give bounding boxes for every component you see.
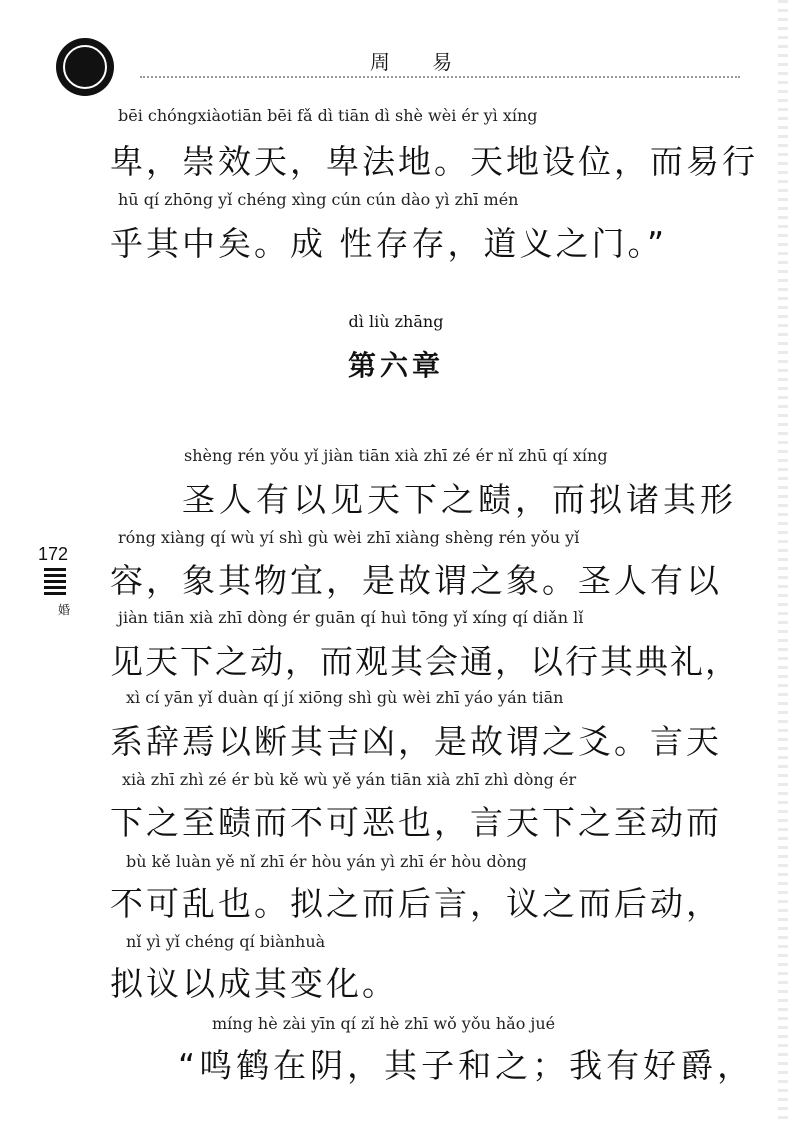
- pinyin-line: hū qí zhōng yǐ chéng xìng cún cún dào yì zhī mén: [118, 190, 519, 209]
- text-line: 圣人有以见天下之赜，而拟诸其形: [182, 480, 737, 519]
- hexagram-icon: [44, 568, 66, 598]
- text-line: 不可乱也。拟之而后言，议之而后动，: [110, 884, 722, 923]
- pinyin-line: bēi chóngxiàotiān bēi fǎ dì tiān dì shè wèi ér yì xíng: [118, 106, 538, 125]
- text-line: 下之至赜而不可恶也，言天下之至动而: [110, 803, 722, 842]
- text-line: “鸣鹤在阴，其子和之；我有好爵，: [178, 1046, 755, 1085]
- page-number: 172: [38, 544, 69, 564]
- chapter-title: 第六章: [347, 349, 444, 382]
- pinyin-line: míng hè zài yīn qí zǐ hè zhī wǒ yǒu hǎo jué: [212, 1014, 556, 1033]
- text-line: 容，象其物宜，是故谓之象。圣人有以: [110, 561, 722, 600]
- pinyin-line: bù kě luàn yě nǐ zhī ér hòu yán yì zhī ér hòu dòng: [126, 852, 527, 871]
- text-line: 见天下之动，而观其会通，以行其典礼，: [110, 642, 740, 681]
- pinyin-line: róng xiàng qí wù yí shì gù wèi zhī xiàng shèng rén yǒu yǐ: [118, 528, 580, 547]
- pinyin-line: jiàn tiān xià zhī dòng ér guān qí huì tōng yǐ xíng qí diǎn lǐ: [118, 608, 584, 627]
- publisher-logo: [56, 38, 114, 96]
- page-edge-shadow: [778, 0, 788, 1121]
- chapter-pinyin: dì liù zhāng: [348, 312, 444, 331]
- header-divider: [140, 76, 740, 78]
- hexagram-label: 婚: [58, 603, 71, 617]
- pinyin-line: shèng rén yǒu yǐ jiàn tiān xià zhī zé ér nǐ zhū qí xíng: [184, 446, 608, 465]
- running-header: 周 易: [369, 50, 471, 74]
- pinyin-line: xì cí yān yǐ duàn qí jí xiōng shì gù wèi zhī yáo yán tiān: [126, 688, 564, 707]
- text-line: 拟议以成其变化。: [110, 964, 398, 1003]
- pinyin-line: xià zhī zhì zé ér bù kě wù yě yán tiān xià zhī zhì dòng ér: [122, 770, 577, 789]
- pinyin-line: nǐ yì yǐ chéng qí biànhuà: [126, 932, 326, 951]
- text-line: 卑，崇效天，卑法地。天地设位，而易行: [110, 142, 758, 181]
- text-line: 系辞焉以断其吉凶，是故谓之爻。言天: [110, 722, 722, 761]
- text-line: 乎其中矣。成 性存存，道义之门。”: [110, 224, 668, 263]
